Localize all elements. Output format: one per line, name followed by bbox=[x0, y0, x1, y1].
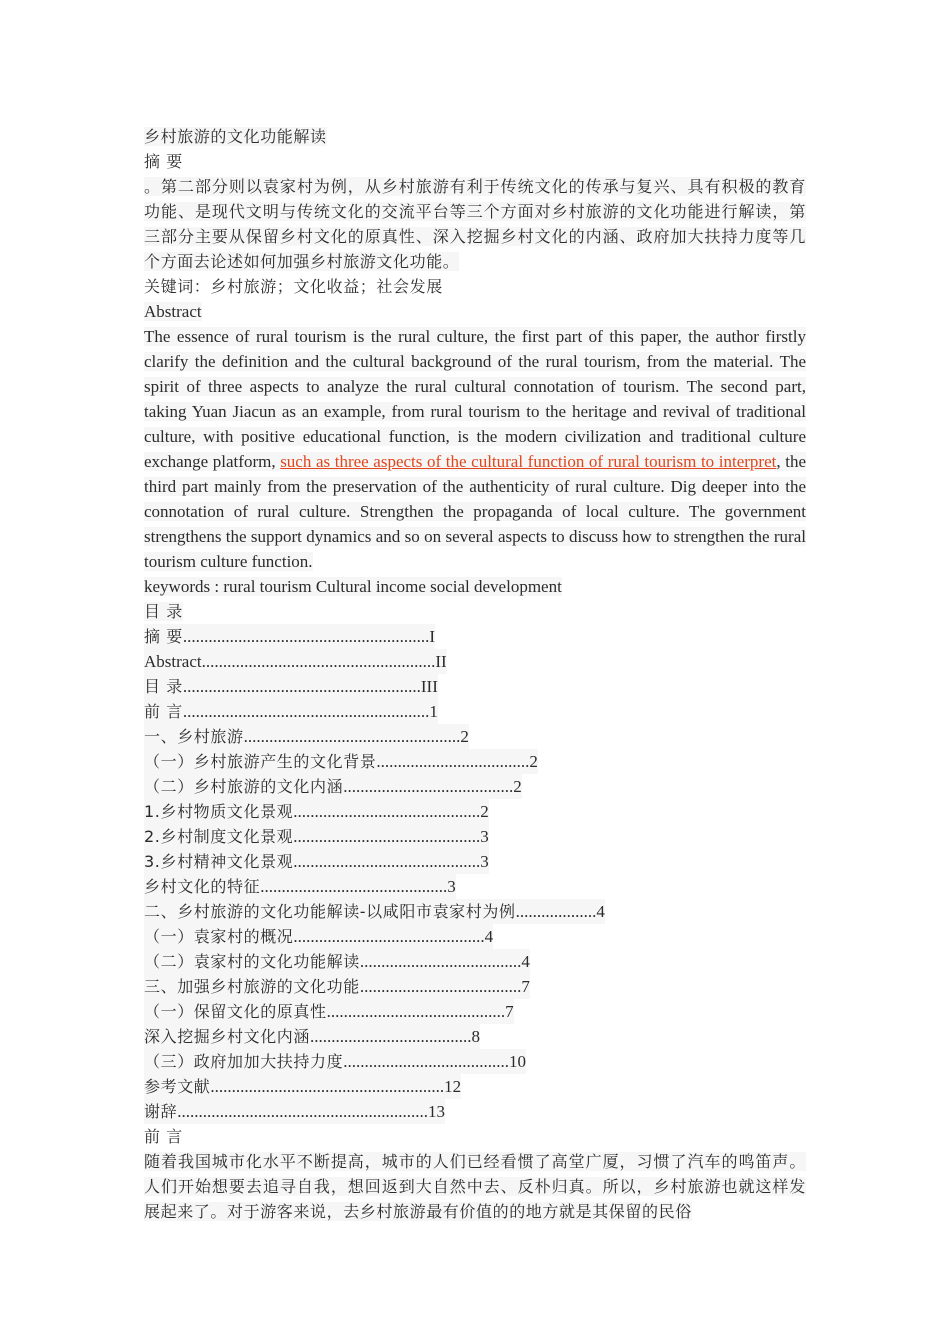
toc-page-number: III bbox=[420, 677, 438, 696]
toc-page-number: 12 bbox=[444, 1077, 462, 1096]
toc-item[interactable] bbox=[144, 849, 806, 874]
toc-item[interactable] bbox=[144, 674, 806, 699]
toc-item[interactable] bbox=[144, 924, 806, 949]
abstract-en-link[interactable]: such as three aspects of the cultural function of rural tourism to interpret bbox=[280, 452, 777, 471]
toc-item[interactable] bbox=[144, 824, 806, 849]
toc-leader-dots: ...................................... bbox=[359, 952, 522, 971]
toc-item-label: 深入挖掘乡村文化内涵 bbox=[144, 1027, 311, 1046]
toc-item[interactable] bbox=[144, 624, 806, 649]
document-title: 乡村旅游的文化功能解读 bbox=[144, 127, 327, 146]
toc-page-number: II bbox=[435, 652, 447, 671]
toc-page-number: 7 bbox=[505, 1002, 514, 1021]
toc-page-number: 1 bbox=[429, 702, 438, 721]
toc-item[interactable] bbox=[144, 799, 806, 824]
keywords-en: keywords : rural tourism Cultural income social development bbox=[144, 577, 562, 596]
toc-page-number: 4 bbox=[596, 902, 605, 921]
toc-leader-dots: ............................................ bbox=[293, 852, 481, 871]
toc-item-label: 乡村文化的特征 bbox=[144, 877, 261, 896]
toc-page-number: 2 bbox=[513, 777, 522, 796]
toc-item[interactable] bbox=[144, 774, 806, 799]
toc-leader-dots: ....................................... bbox=[343, 1052, 509, 1071]
toc-item-label: 摘 要 bbox=[144, 627, 183, 646]
toc-page-number: 3 bbox=[447, 877, 456, 896]
toc-item[interactable] bbox=[144, 724, 806, 749]
toc-item-label: （一）乡村旅游产生的文化背景 bbox=[144, 752, 377, 771]
abstract-en-body: The essence of rural tourism is the rural culture, the first part of this paper, the author firstly clarify the definition and the cultural background of the rural tourism, from the material. The spirit of three aspects to analyze the rural cultural connotation of tourism. The second part, taking Yuan Jiacun as an example, from rural tourism to the heritage and revival of traditional culture, with positive educational function, is the modern civilization and traditional culture exchange platform, such as three aspects of the cultural function of rural tourism to interpret, the third part mainly from the preservation of the authenticity of rural culture. Dig deeper into the connotation of rural culture. Strengthen the propaganda of local culture. The government strengthens the support dynamics and so on several aspects to discuss how to strengthen the rural tourism culture function. bbox=[144, 327, 806, 571]
abstract-cn-heading: 摘 要 bbox=[144, 152, 183, 171]
toc-leader-dots: ...................................... bbox=[310, 1027, 472, 1046]
toc-heading: 目 录 bbox=[144, 602, 183, 621]
preface-heading: 前 言 bbox=[144, 1127, 183, 1146]
toc-leader-dots: .......................................................... bbox=[182, 702, 430, 721]
toc-page-number: 8 bbox=[471, 1027, 481, 1046]
toc-item-label: （二）乡村旅游的文化内涵 bbox=[144, 777, 344, 796]
toc-leader-dots: ........................................................ bbox=[182, 677, 421, 696]
toc-leader-dots: ....................................................... bbox=[210, 1077, 445, 1096]
toc-page-number: 10 bbox=[508, 1052, 526, 1071]
toc-item-label: 参考文献 bbox=[144, 1077, 211, 1096]
preface-body: 随着我国城市化水平不断提高，城市的人们已经看惯了高堂广厦，习惯了汽车的鸣笛声。人们开始想要去追寻自我，想回返到大自然中去、反朴归真。所以，乡村旅游也就这样发展起来了。对于游客来说，去乡村旅游最有价值的的地方就是其保留的民俗 bbox=[144, 1152, 806, 1221]
toc-item[interactable] bbox=[144, 699, 806, 724]
toc-leader-dots: ................... bbox=[515, 902, 597, 921]
toc-item-label: 一、乡村旅游 bbox=[144, 727, 244, 746]
toc-item[interactable] bbox=[144, 649, 806, 674]
toc-item-label: （一）袁家村的概况 bbox=[144, 927, 294, 946]
toc-page-number: 2 bbox=[529, 752, 538, 771]
toc-item[interactable] bbox=[144, 999, 806, 1024]
toc-item-label: 谢辞 bbox=[144, 1102, 178, 1121]
toc-leader-dots: ............................................ bbox=[293, 802, 481, 821]
toc-item-label: （三）政府加加大扶持力度 bbox=[144, 1052, 344, 1071]
document-page bbox=[144, 124, 806, 1224]
toc-item-label: Abstract bbox=[144, 652, 202, 671]
toc-leader-dots: .......................................... bbox=[326, 1002, 506, 1021]
toc-item-label: 三、加强乡村旅游的文化功能 bbox=[144, 977, 360, 996]
toc-item[interactable] bbox=[144, 949, 806, 974]
toc-item[interactable] bbox=[144, 899, 806, 924]
toc-item-label: （一）保留文化的原真性 bbox=[144, 1002, 327, 1021]
abstract-en-heading: Abstract bbox=[144, 302, 202, 321]
toc-item[interactable] bbox=[144, 1049, 806, 1074]
toc-page-number: 4 bbox=[484, 927, 494, 946]
toc-page-number: 7 bbox=[521, 977, 530, 996]
toc-page-number: 3 bbox=[480, 852, 489, 871]
toc-item-label: 目 录 bbox=[144, 677, 183, 696]
toc-item[interactable] bbox=[144, 974, 806, 999]
toc-leader-dots: ....................................................... bbox=[201, 652, 436, 671]
toc-leader-dots: ................................................... bbox=[243, 727, 461, 746]
toc-leader-dots: .................................... bbox=[376, 752, 530, 771]
toc-item-label: 前 言 bbox=[144, 702, 183, 721]
table-of-contents bbox=[144, 624, 806, 1124]
toc-leader-dots: ...................................... bbox=[359, 977, 522, 996]
toc-leader-dots: ............................................. bbox=[293, 927, 485, 946]
toc-item-label: 1.乡村物质文化景观 bbox=[144, 802, 294, 821]
keywords-cn: 关键词：乡村旅游；文化收益；社会发展 bbox=[144, 277, 443, 296]
toc-item[interactable] bbox=[144, 1099, 806, 1124]
toc-item[interactable] bbox=[144, 1074, 806, 1099]
toc-page-number: 2 bbox=[480, 802, 489, 821]
toc-page-number: 3 bbox=[480, 827, 489, 846]
toc-page-number: 13 bbox=[427, 1102, 445, 1121]
toc-leader-dots: .......................................................... bbox=[182, 627, 430, 646]
abstract-cn-body: 。第二部分则以袁家村为例，从乡村旅游有利于传统文化的传承与复兴、具有积极的教育功能、是现代文明与传统文化的交流平台等三个方面对乡村旅游的文化功能进行解读，第三部分主要从保留乡村文化的原真性、深入挖掘乡村文化的内涵、政府加大扶持力度等几个方面去论述如何加强乡村旅游文化功能。 bbox=[144, 177, 806, 271]
toc-item[interactable] bbox=[144, 1024, 806, 1049]
toc-leader-dots: ............................................ bbox=[260, 877, 448, 896]
toc-leader-dots: ........................................ bbox=[343, 777, 514, 796]
toc-leader-dots: ........................................................... bbox=[177, 1102, 428, 1121]
toc-item[interactable] bbox=[144, 874, 806, 899]
toc-page-number: 4 bbox=[521, 952, 530, 971]
toc-item[interactable] bbox=[144, 749, 806, 774]
toc-page-number: 2 bbox=[460, 727, 469, 746]
toc-item-label: （二）袁家村的文化功能解读 bbox=[144, 952, 360, 971]
toc-item-label: 3.乡村精神文化景观 bbox=[144, 852, 294, 871]
toc-leader-dots: ............................................ bbox=[293, 827, 481, 846]
toc-item-label: 2.乡村制度文化景观 bbox=[144, 827, 294, 846]
toc-item-label: 二、乡村旅游的文化功能解读-以咸阳市袁家村为例 bbox=[144, 902, 516, 921]
toc-page-number: I bbox=[429, 627, 436, 646]
